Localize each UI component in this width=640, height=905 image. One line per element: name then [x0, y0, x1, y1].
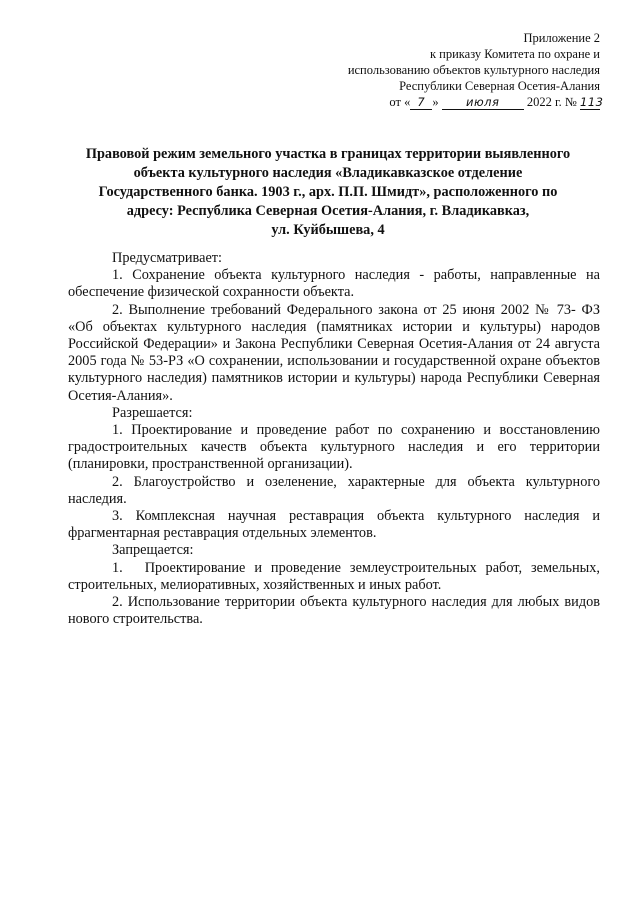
provides-item-1: 1. Сохранение объекта культурного наследия - работы, направленные на обеспечение физической сохранности объекта.: [68, 267, 600, 301]
title-line: ул. Куйбышева, 4: [271, 222, 385, 238]
document-title: [68, 145, 588, 240]
permitted-item-3: 3. Комплексная научная реставрация объекта культурного наследия и фрагментарная реставрация отдельных элементов.: [68, 508, 600, 542]
prohibited-item-1-number: 1.: [112, 559, 123, 576]
prohibited-item-2: 2. Использование территории объекта культурного наследия для любых видов нового строительства.: [68, 594, 600, 628]
order-date-line: [300, 94, 604, 110]
prohibited-item-1-text: Проектирование и проведение землеустроительных работ, земельных, строительных, мелиоративных, хозяйственных и иных работ.: [68, 559, 600, 593]
title-line: адресу: Республика Северная Осетия-Алания, г. Владикавказ,: [126, 203, 530, 219]
title-line: Государственного банка. 1903 г., арх. П.П. Шмидт», расположенного по: [98, 184, 558, 200]
permitted-item-1: 1. Проектирование и проведение работ по сохранению и восстановлению градостроительных качеств объекта культурного наследия и его территории (планировки, пространственной организации).: [68, 422, 600, 473]
provides-item-2: 2. Выполнение требований Федерального закона от 25 июня 2002 № 73- ФЗ «Об объектах культурного наследия (памятниках истории и культуры) народов Российской Федерации» и Закона Республики Северная Осетия-Алания от 24 августа 2005 года № 53-РЗ «О сохранении, использовании и государственной охране объектов культурного наследия) памятников истории и культуры) народа Республики Северная Осетия-Алания».: [68, 301, 600, 404]
order-day-close: »: [432, 95, 439, 109]
appendix-label: Приложение 2: [523, 31, 600, 45]
prohibited-item-1: [68, 560, 600, 594]
provides-heading: Предусматривает:: [112, 250, 223, 266]
appendix-republic-line: Республики Северная Осетия-Алания: [399, 79, 600, 93]
order-year-label: 2022 г. №: [526, 95, 577, 109]
title-line: Правовой режим земельного участка в границах территории выявленного: [85, 146, 571, 162]
appendix-header: [300, 30, 604, 110]
order-number-handwritten: 113: [580, 95, 604, 109]
title-line: объекта культурного наследия «Владикавказское отделение: [133, 165, 523, 181]
appendix-order-ref: к приказу Комитета по охране и: [429, 47, 600, 61]
document-body: [68, 250, 600, 628]
order-day-handwritten: 7: [410, 96, 432, 110]
order-month-handwritten: июля: [442, 96, 524, 110]
permitted-heading: Разрешается:: [112, 404, 193, 421]
permitted-item-2: 2. Благоустройство и озеленение, характерные для объекта культурного наследия.: [68, 473, 600, 507]
order-date-prefix: от «: [389, 95, 411, 109]
appendix-committee-line: использованию объектов культурного наследия: [347, 63, 600, 77]
prohibited-heading: Запрещается:: [112, 542, 194, 559]
